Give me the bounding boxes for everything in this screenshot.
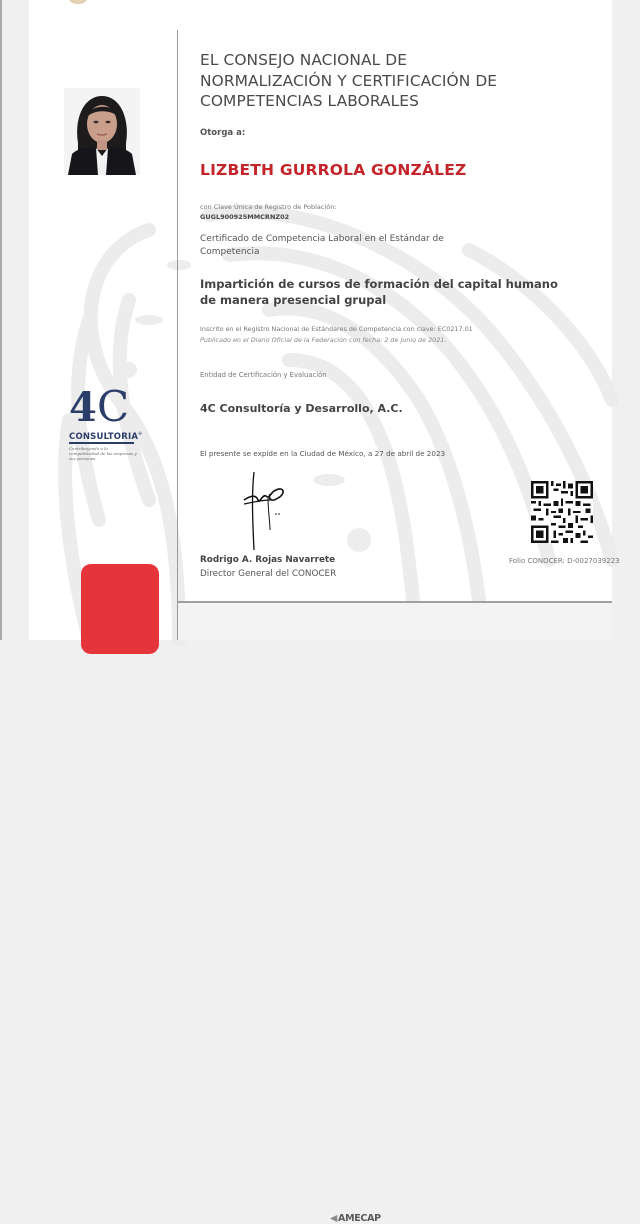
amecap-text: AMECAP [338, 1213, 381, 1224]
logo-4c-underline [69, 442, 134, 444]
recipient-name: LIZBETH GURROLA GONZÁLEZ [200, 161, 467, 179]
qr-code[interactable] [531, 481, 593, 543]
amecap-logo [330, 1213, 381, 1224]
standard-name: Impartición de cursos de formación del capital humano de manera presencial grupal [200, 277, 558, 307]
signer-role: Director General del CONOCER [200, 569, 337, 579]
signer-name: Rodrigo A. Rojas Navarrete [200, 555, 336, 565]
issuer-title: EL CONSEJO NACIONAL DE NORMALIZACIÓN Y CERTIFICACIÓN DE COMPETENCIAS LABORALES [200, 51, 498, 110]
publication-text: Publicado en el Diario Oficial de la Federación con fecha: 2 de junio de 2021. [200, 336, 447, 344]
amecap-mark-icon: ◀ [330, 1213, 338, 1224]
government-seal-icon [67, 0, 89, 4]
vertical-divider [177, 30, 178, 640]
consultoria-4c-logo [67, 382, 143, 468]
folio-number: Folio CONOCER: D-0027039223 [509, 557, 620, 565]
entity-name: 4C Consultoría y Desarrollo, A.C. [200, 402, 403, 415]
logo-4c-brand: CONSULTORIA® [69, 431, 143, 442]
curp-label: con Clave Única de Registro de Población: [200, 203, 337, 211]
left-edge-border [0, 0, 2, 640]
grants-label: Otorga a: [200, 128, 246, 138]
logo-4c-numeral: 4 [69, 384, 93, 431]
certificate-type: Certificado de Competencia Laboral en el Estándar de Competencia [200, 234, 444, 257]
certificate-page [29, 0, 620, 1224]
signature-icon [240, 470, 300, 552]
red-accent-block [81, 564, 159, 654]
recipient-photo [64, 88, 140, 175]
registry-text: Inscrito en el Registro Nacional de Estándares de Competencia con clave: EC0217.01 [200, 325, 473, 333]
logo-4c-slogan: Contribuyendo a la competitividad de las empresas y sus personas [69, 446, 137, 461]
logo-4c-letter: C [97, 382, 130, 431]
footer-band [178, 603, 612, 1224]
issue-date-text: El presente se expide en la Ciudad de México, a 27 de abril de 2023 [200, 449, 446, 458]
entity-label: Entidad de Certificación y Evaluación [200, 371, 327, 379]
curp-value: GUGL900925MMCRNZ02 [200, 213, 290, 221]
